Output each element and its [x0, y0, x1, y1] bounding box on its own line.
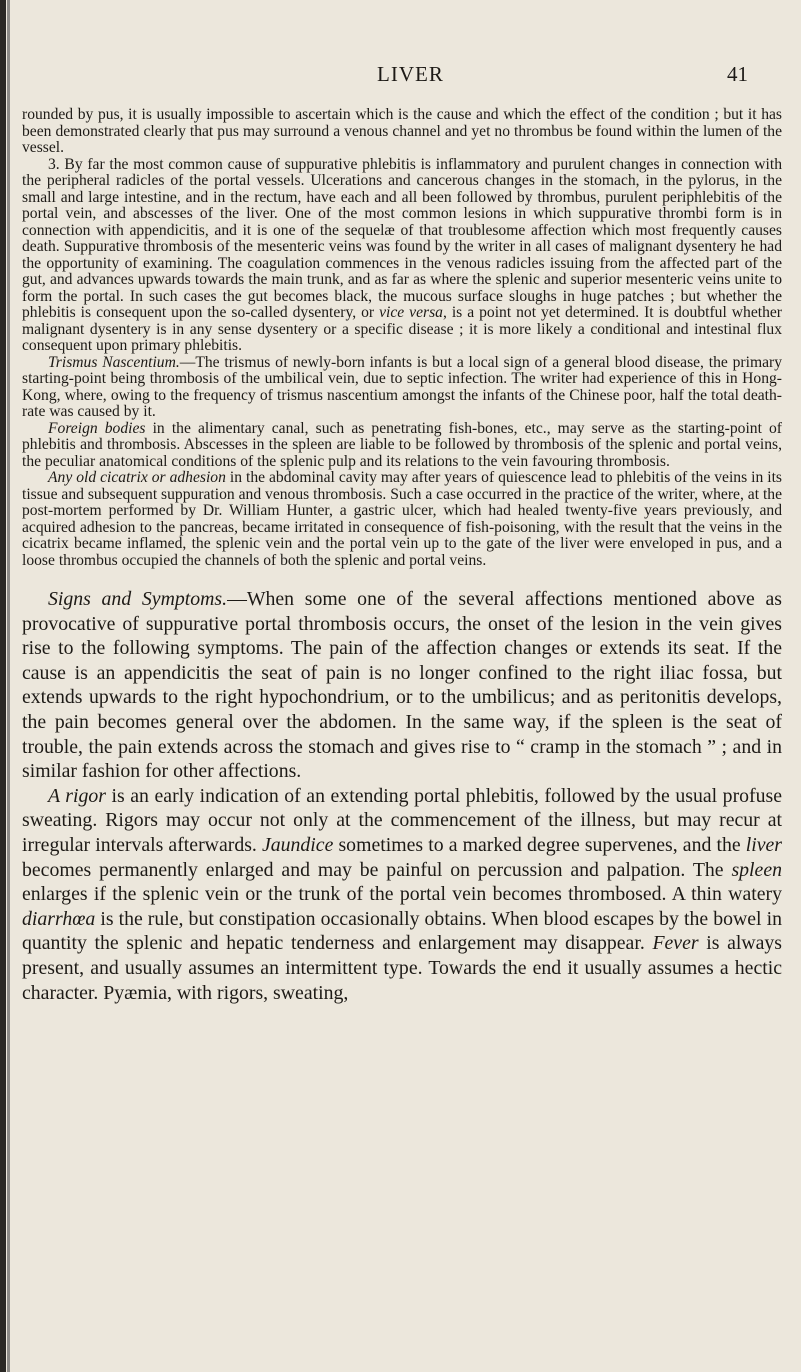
italic-run: A rigor — [48, 784, 106, 807]
running-head: LIVER — [377, 62, 444, 86]
text-run: is the rule, but constipation occasionally obtains. When blood escapes by the bowel in quantity the splenic and hepatic tenderness and enlargement may disappear. — [22, 907, 782, 955]
page-binding-shadow — [7, 0, 10, 1372]
italic-run: Any old cicatrix or adhesion — [48, 469, 226, 486]
italic-run: Jaundice — [261, 833, 334, 856]
text-run: in the alimentary canal, such as penetrating fish-bones, etc., may serve as the starting-point of phlebitis and thrombosis. Abscesses in the spleen are liable to be followed by thrombosis of the splenic and portal veins, the peculiar anatomical conditions of the splenic pulp and its relations to the vein favouring thrombosis. — [22, 419, 782, 470]
text-run: —The trismus of newly-born infants is but a local sign of a general blood disease, the primary starting-point being thrombosis of the umbilical vein, due to septic infection. The writer had experience of this in Hong-Kong, where, owing to the frequency of trismus nascentium amongst the infants of the Chinese poor, half the total death-rate was caused by it. — [22, 353, 782, 420]
paragraph — [22, 355, 782, 421]
text-run: , is a point not yet determined. It is doubtful whether malignant dysentery is in any sense dysentery or a specific disease ; it is more likely a conditional and intestinal flux consequent upon primary phlebitis. — [22, 304, 782, 354]
text-run: is always present, and usually assumes an intermittent type. Towards the end it usually assumes a hectic character. Pyæmia, with rigors, sweating, — [22, 932, 783, 1004]
italic-run: Foreign bodies — [48, 419, 146, 437]
paragraph — [22, 470, 782, 569]
italic-run: liver — [745, 833, 782, 856]
page-number: 41 — [727, 62, 748, 86]
text-run: is an early indication of an extending portal phlebitis, followed by the usual profuse sweating. Rigors may occur not only at the commencement of the illness, but may recur at irregular intervals afterwards. — [22, 784, 782, 856]
paragraph — [22, 587, 782, 784]
italic-run: spleen — [731, 858, 782, 881]
text-run: becomes permanently enlarged and may be painful on percussion and palpation. The — [22, 858, 732, 881]
text-run: rounded by pus, it is usually impossible to ascertain which is the cause and which the effect of the condition ; but it has been demonstrated clearly that pus may surround a venous channel and yet no thrombus be found within the lumen of the vessel. — [22, 106, 782, 156]
italic-run: Signs and Symptoms. — [48, 588, 228, 610]
paragraph — [22, 784, 782, 1005]
text-run: in the abdominal cavity may after years of quiescence lead to phlebitis of the veins in its tissue and subsequent suppuration and venous thrombosis. Such a case occurred in the practice of the writer, where, at the post-mortem performed by Dr. William Hunter, a gastric ulcer, which had healed twenty-five years previously, and acquired adhesion to the pancreas, became irritated in consequence of fish-poisoning, with the result that the veins in the cicatrix became inflamed, the splenic vein and the portal vein up to the gate of the liver were enveloped in pus, and a loose thrombus occupied the channels of both the splenic and portal veins. — [22, 469, 782, 569]
large-print-section — [22, 587, 782, 1005]
text-run: 3. By far the most common cause of suppurative phlebitis is inflammatory and purulent changes in connection with the peripheral radicles of the portal vessels. Ulcerations and cancerous changes in the stomach, in the pylorus, in the small and large intestine, and in the rectum, have each and all been followed by thrombus, purulent periphlebitis of the portal vein, and abscesses of the liver. One of the most common lesions in which suppurative thrombi form is in connection with appendicitis, and it is one of the sequelæ of that troublesome affection which most frequently causes death. Suppurative thrombosis of the mesenteric veins was found by the writer in all cases of malignant dysentery he had the opportunity of examining. The coagulation commences in the venous radicles issuing from the affected part of the gut, and advances upwards towards the main trunk, and as far as where the splenic and superior mesenteric veins unite to form the portal. In such cases the gut becomes black, the mucous surface sloughs in huge patches ; but whether the phlebitis is consequent upon the so-called dysentery, or — [22, 155, 782, 321]
italic-run: vice versa — [379, 304, 443, 321]
page-header — [0, 62, 801, 92]
italic-run: Fever — [652, 932, 699, 955]
text-run: sometimes to a marked degree supervenes, and the — [333, 833, 746, 856]
page-binding-edge — [0, 0, 6, 1372]
paragraph — [22, 157, 782, 355]
paragraph — [22, 421, 782, 471]
text-run: —When some one of the several affections mentioned above as provocative of suppurative portal thrombosis occurs, the onset of the lesion in the vein gives rise to the following symptoms. The pain of the affection changes or extends its seat. If the cause is an appendicitis the seat of pain is no longer confined to the right iliac fossa, but extends upwards to the right hypochondrium, or to the umbilicus; and as peritonitis develops, the pain becomes general over the abdomen. In the same way, if the spleen is the seat of trouble, the pain extends across the stomach and gives rise to “ cramp in the stomach ” ; and in similar fashion for other affections. — [22, 588, 782, 783]
italic-run: diarrhœa — [22, 907, 96, 930]
small-print-section — [22, 107, 782, 569]
paragraph — [22, 107, 782, 157]
text-run: enlarges if the splenic vein or the trunk of the portal vein becomes thrombosed. A thin watery — [22, 883, 782, 906]
italic-run: Trismus Nascentium. — [48, 353, 180, 371]
body-text — [22, 107, 782, 1005]
